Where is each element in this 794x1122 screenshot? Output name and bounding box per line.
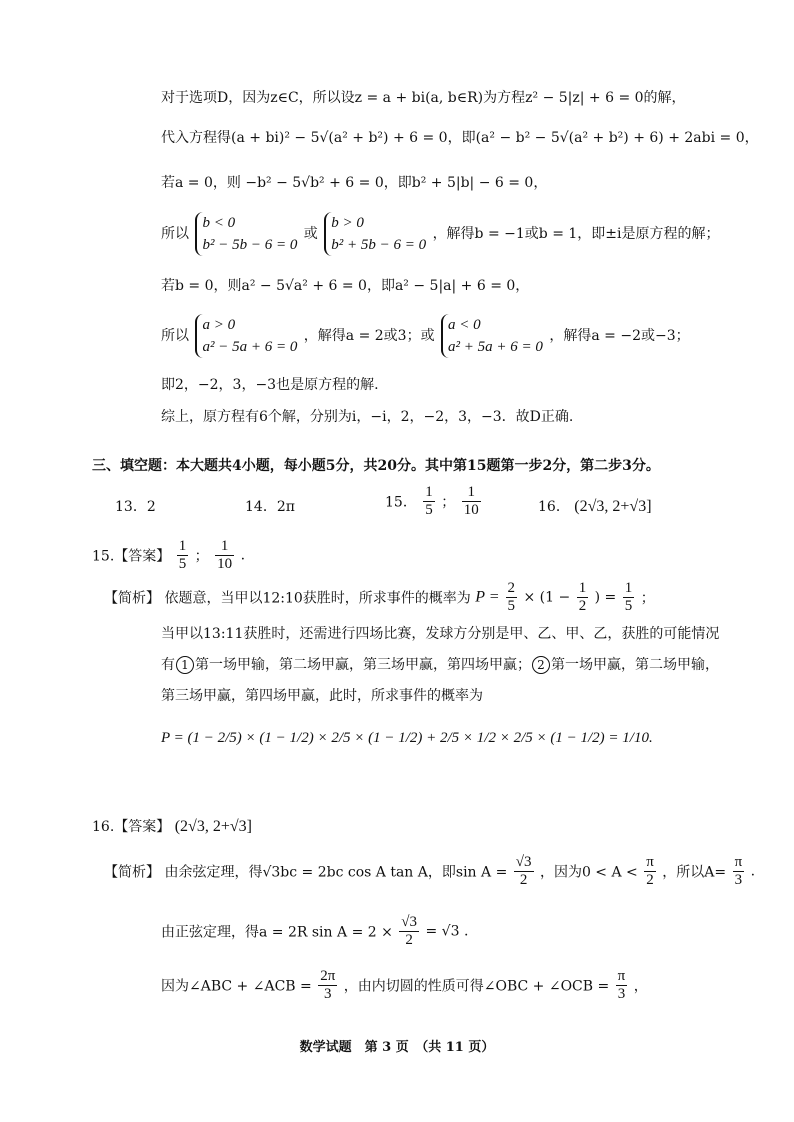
text: ) = [594, 589, 621, 606]
q16-line3 [161, 968, 648, 1003]
separator: ； [194, 548, 209, 565]
denominator: 5 [178, 556, 187, 572]
fraction-1-5 [177, 538, 189, 573]
line-d5: 若b = 0，则a² − 5√a² + 6 = 0，即a² − 5|a| + 6 = 0， [161, 278, 530, 294]
answer-14: 14．2π [245, 499, 295, 515]
text: 有 [161, 657, 175, 673]
q16-answer [92, 816, 252, 836]
text: ， [633, 978, 648, 995]
line-d7: 即2，−2，3，−3也是原方程的解. [161, 377, 379, 393]
numerator: 1 [425, 484, 433, 500]
text: = √3 . [425, 923, 469, 940]
section-title: 三、填空题：本大题共4小题，每小题5分，共20分。其中第15题第一步2分，第二步3分。 [92, 458, 660, 474]
system-a-negative [441, 314, 543, 358]
answer-16-value: (2√3, 2+√3] [574, 498, 652, 515]
denominator: 3 [734, 872, 743, 888]
line-d6 [161, 314, 690, 358]
fraction-1-10 [462, 484, 481, 519]
fraction-2-5 [506, 580, 518, 615]
q15-line2: 当甲以13:11获胜时，还需进行四场比赛，发球方分别是甲、乙、甲、乙，获胜的可能情况 [161, 626, 720, 642]
fraction-1-10 [215, 538, 234, 573]
page-footer: 数学试题 第 3 页 （共 11 页） [299, 1040, 495, 1055]
fraction-pi-2 [644, 854, 656, 889]
text: ； [640, 590, 655, 607]
denominator: 2 [646, 872, 654, 888]
denominator: 2 [578, 598, 587, 614]
text: 由余弦定理，得√3bc = 2bc cos A tan A，即sin A = [164, 864, 512, 881]
sys-line: b² + 5b − 6 = 0 [331, 237, 427, 253]
line-d3: 若a = 0，则 −b² − 5√b² + 6 = 0，即b² + 5|b| − 6 = 0， [161, 175, 548, 191]
numerator: √3 [401, 914, 418, 930]
separator: ； [441, 494, 456, 511]
q15-line3 [161, 655, 719, 675]
numerator: 1 [178, 538, 187, 554]
sys-line: a² + 5a + 6 = 0 [448, 339, 543, 355]
text: ，因为0 < A < [539, 864, 643, 881]
numerator: 1 [462, 484, 481, 502]
numerator: 1 [215, 538, 234, 556]
denominator: 5 [624, 598, 633, 614]
q15-line4: 第三场甲赢，第四场甲赢，此时，所求事件的概率为 [161, 688, 483, 704]
text: × (1 − [523, 589, 575, 606]
sys-line: b² − 5b − 6 = 0 [202, 237, 298, 253]
circled-number: 1 [176, 656, 194, 674]
numerator: π [646, 854, 654, 870]
answer-16 [538, 496, 652, 516]
denominator: 2 [405, 932, 413, 948]
fraction-1-5 [623, 580, 635, 615]
analysis-tag: 【简析】 [104, 590, 160, 607]
numerator: √3 [515, 854, 532, 870]
sys-line: a < 0 [448, 317, 481, 333]
sys-line: b < 0 [202, 215, 236, 231]
numerator: 2 [507, 580, 516, 596]
q16-tag: 16.【答案】 [92, 819, 171, 835]
fraction-pi-3 [616, 968, 628, 1003]
sys-line: b > 0 [331, 215, 364, 231]
text-suoyi: 所以 [161, 328, 189, 344]
text: 因为∠ABC + ∠ACB = [161, 978, 317, 995]
sys-line: a > 0 [202, 317, 236, 333]
answer-15 [385, 484, 483, 519]
text-suoyi: 所以 [161, 226, 189, 242]
circled-number: 2 [532, 656, 550, 674]
q16-line2 [161, 914, 468, 949]
q15-analysis-line1 [104, 580, 655, 615]
fraction-pi-3 [733, 854, 745, 889]
numerator: π [617, 968, 626, 984]
fraction-2pi-3 [318, 968, 337, 1003]
period: . [240, 547, 246, 564]
text: 依题意，当甲以12:10获胜时，所求事件的概率为 [164, 590, 471, 607]
numerator: π [734, 854, 743, 870]
system-b-positive [324, 212, 426, 256]
sys-line: a² − 5a + 6 = 0 [202, 339, 298, 355]
denominator: 5 [425, 502, 433, 518]
denominator: 5 [507, 598, 516, 614]
text: ，由内切圆的性质可得∠OBC + ∠OCB = [343, 978, 614, 995]
denominator: 10 [217, 556, 233, 572]
system-a-positive [195, 314, 297, 358]
numerator: 1 [578, 580, 587, 596]
q15-formula: P = (1 − 2/5) × (1 − 1/2) × 2/5 × (1 − 1/2) + 2/5 × 1/2 × 2/5 × (1 − 1/2) = 1/10. [161, 730, 653, 746]
q15-answer [92, 538, 245, 573]
text: . [750, 863, 756, 880]
line-d1: 对于选项D，因为z∈C，所以设z = a + bi(a, b∈R)为方程z² − 5|z| + 6 = 0的解， [161, 90, 686, 106]
text-solve-a2: ，解得a = −2或−3； [549, 328, 690, 344]
answer-16-label: 16． [538, 499, 570, 515]
answer-15-label: 15． [385, 494, 417, 511]
fraction-sqrt3-2 [514, 854, 534, 889]
text: ，所以A= [662, 864, 731, 881]
line-d2a: 代入方程得(a + bi)² − 5√(a² + b²) + 6 = 0， [161, 130, 462, 146]
text-huo: 或 [303, 226, 318, 242]
system-b-negative [195, 212, 297, 256]
denominator: 3 [617, 986, 626, 1002]
denominator: 3 [323, 986, 332, 1002]
fraction-sqrt3-2 [399, 914, 419, 949]
q15-tag: 15.【答案】 [92, 548, 171, 565]
line-d2 [161, 128, 759, 148]
answer-13: 13．2 [115, 499, 156, 515]
denominator: 10 [463, 502, 479, 518]
text: 由正弦定理，得a = 2R sin A = 2 × [161, 924, 398, 941]
q16-value: (2√3, 2+√3] [174, 818, 252, 835]
fraction-1-2 [577, 580, 589, 615]
text: 第一场甲输，第二场甲赢，第三场甲赢，第四场甲赢； [195, 657, 531, 673]
line-d2b: 即(a² − b² − 5√(a² + b²) + 6) + 2abi = 0， [461, 130, 759, 146]
numerator: 1 [624, 580, 633, 596]
numerator: 2π [320, 968, 336, 984]
text-solve-b: ，解得b = −1或b = 1，即±i是原方程的解； [432, 226, 720, 242]
line-d8: 综上，原方程有6个解，分别为i，−i，2，−2，3，−3．故D正确. [161, 409, 574, 425]
text-solve-a1: ，解得a = 2或3；或 [303, 328, 435, 344]
line-d4 [161, 212, 720, 256]
prob-symbol: P = [475, 588, 504, 606]
denominator: 2 [519, 872, 528, 888]
q16-analysis-line1 [104, 854, 755, 889]
analysis-tag: 【简析】 [104, 864, 160, 881]
fraction-1-5 [423, 484, 435, 519]
text: 第一场甲赢，第二场甲输， [551, 657, 719, 673]
